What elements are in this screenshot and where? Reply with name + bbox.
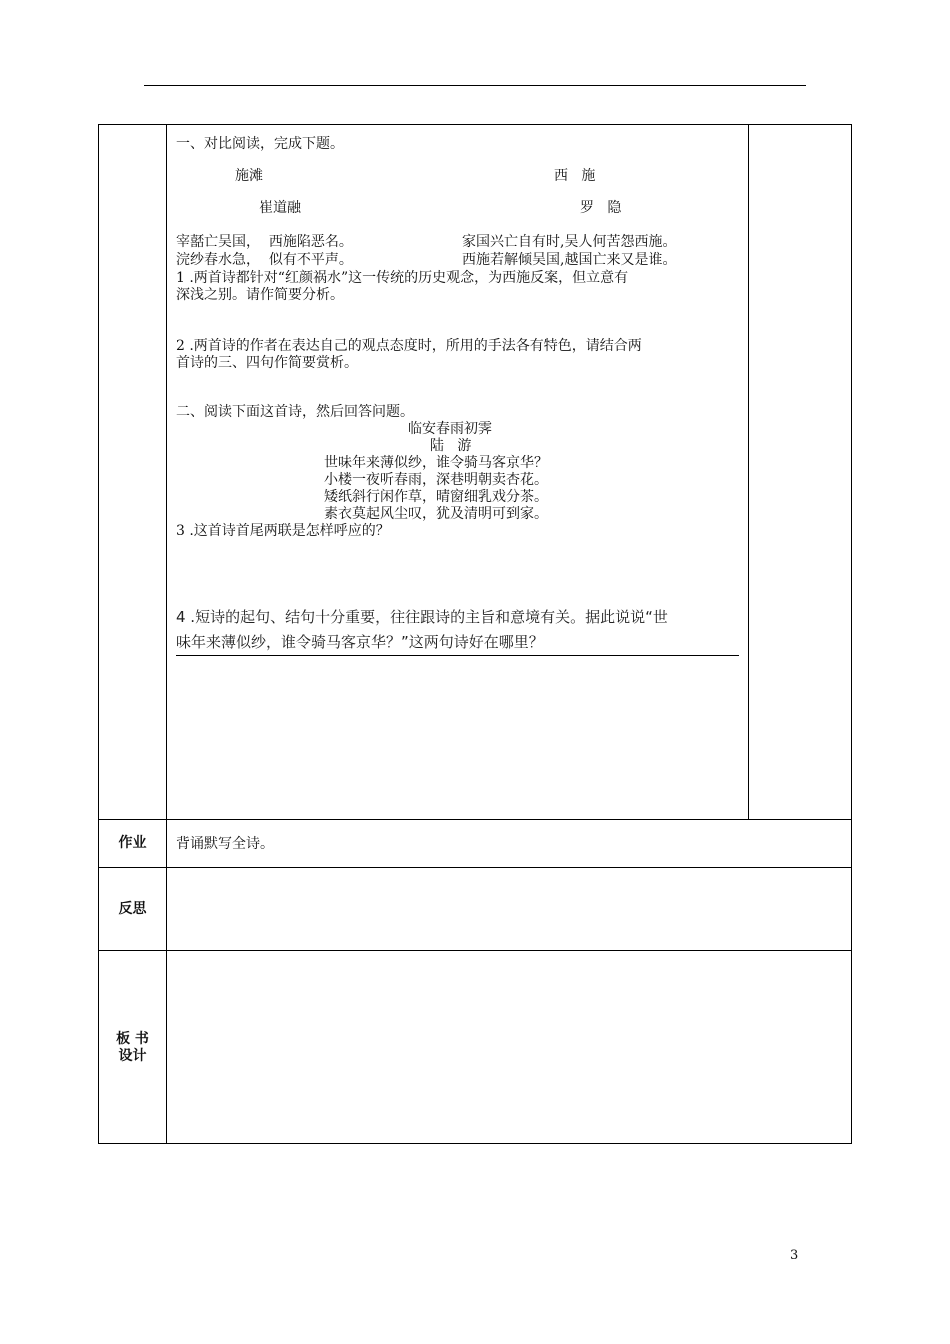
- board-design-label-line-1: 板 书: [116, 1031, 149, 1047]
- question-3: 3 .这首诗首尾两联是怎样呼应的？: [176, 523, 390, 539]
- poem-b-author: 罗 隐: [580, 200, 622, 216]
- question-1-line-2: 深浅之别。请作简要分析。: [176, 287, 344, 303]
- poem-line-2: 小楼一夜听春雨，深巷明朝卖杏花。: [324, 472, 548, 488]
- board-design-label-line-2: 设计: [118, 1048, 147, 1064]
- poem-b-title: 西 施: [554, 168, 596, 184]
- page-number: 3: [790, 1248, 799, 1263]
- poem-a-author: 崔道融: [259, 200, 301, 216]
- poem-line-4: 素衣莫起风尘叹，犹及清明可到家。: [324, 506, 548, 522]
- poem-a-line-2: 浣纱春水急， 似有不平声。: [176, 252, 353, 268]
- poem-line-1: 世味年来薄似纱，谁令骑马客京华？: [324, 455, 548, 471]
- poem-title: 临安春雨初霁: [408, 421, 492, 437]
- question-4-underline: [176, 655, 739, 656]
- question-4-line-1: 4 .短诗的起句、结句十分重要，往往跟诗的主旨和意境有关。据此说说“世: [176, 608, 668, 626]
- question-1-line-1: 1 .两首诗都针对“红颜祸水”这一传统的历史观念，为西施反案，但立意有: [176, 270, 629, 286]
- section1-heading: 一、对比阅读，完成下题。: [176, 136, 344, 152]
- poem-b-line-1: 家国兴亡自有时,吴人何苦怨西施。: [462, 234, 677, 250]
- poem-a-title: 施滩: [235, 168, 263, 184]
- question-2-line-1: 2 .两首诗的作者在表达自己的观点态度时，所用的手法各有特色，请结合两: [176, 338, 642, 354]
- reflection-label: 反思: [118, 901, 147, 917]
- poem-line-3: 矮纸斜行闲作草，晴窗细乳戏分茶。: [324, 489, 548, 505]
- section2-heading: 二、阅读下面这首诗，然后回答问题。: [176, 404, 414, 420]
- homework-text: 背诵默写全诗。: [176, 836, 274, 852]
- question-4-line-2: 味年来薄似纱，谁令骑马客京华？”这两句诗好在哪里？: [176, 633, 544, 651]
- question-2-line-2: 首诗的三、四句作简要赏析。: [176, 355, 358, 371]
- poem-b-line-2: 西施若解倾吴国,越国亡来又是谁。: [462, 252, 677, 268]
- poem-author: 陆 游: [430, 438, 472, 454]
- homework-label: 作业: [118, 835, 147, 851]
- header-rule: [144, 85, 806, 86]
- poem-a-line-1: 宰嚭亡吴国， 西施陷恶名。: [176, 234, 353, 250]
